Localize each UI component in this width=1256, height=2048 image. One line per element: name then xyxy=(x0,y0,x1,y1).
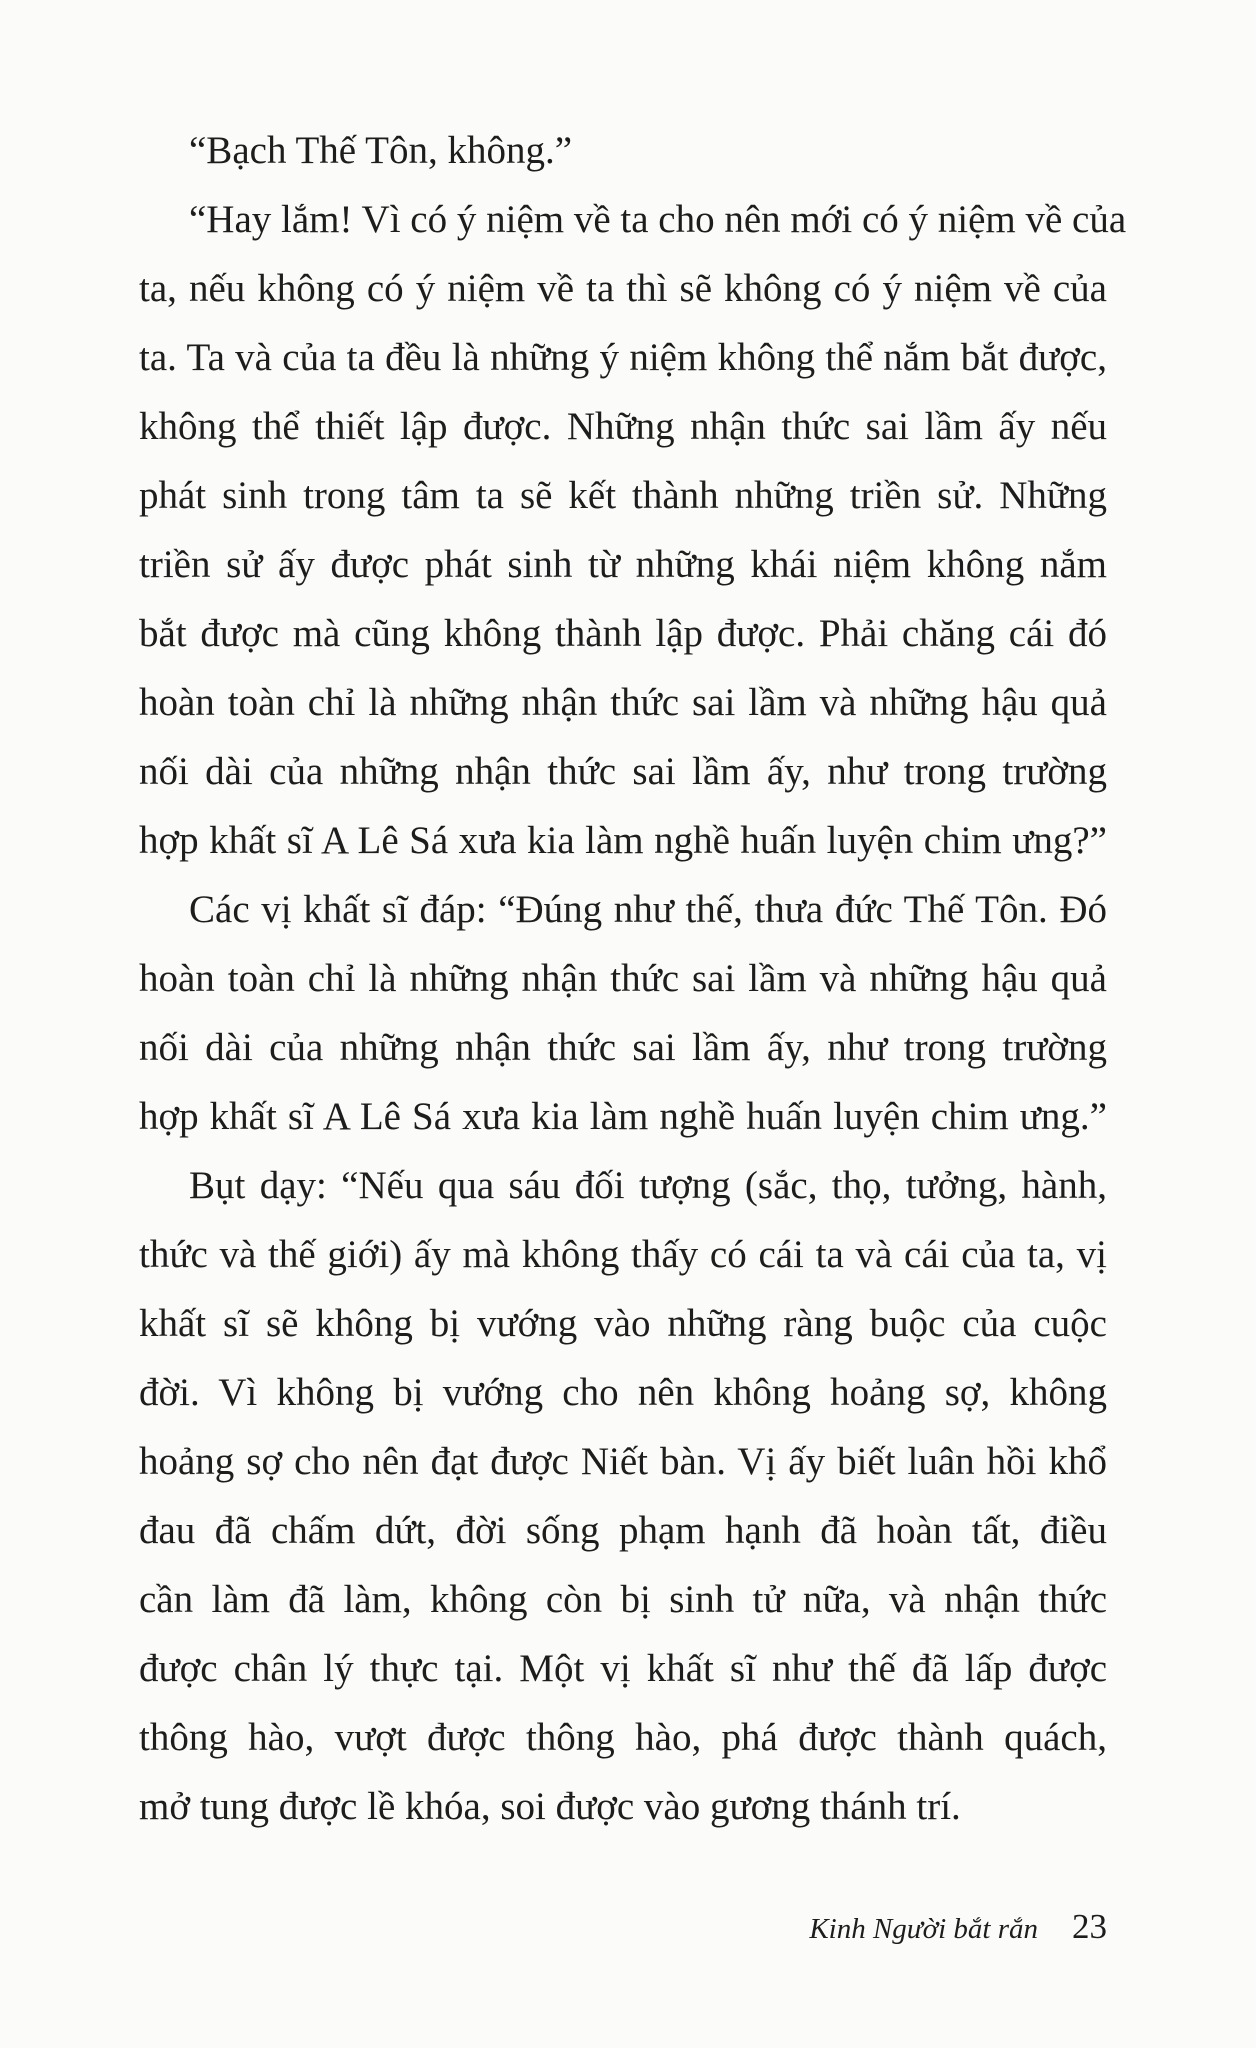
text-line: hoàn toàn chỉ là những nhận thức sai lầm và những hậu quả xyxy=(139,957,1107,1000)
text-line: “Hay lắm! Vì có ý niệm về ta cho nên mới có ý niệm về của xyxy=(189,198,1127,241)
text-line: đời. Vì không bị vướng cho nên không hoảng sợ, không xyxy=(139,1371,1107,1414)
text-line: khất sĩ sẽ không bị vướng vào những ràng buộc của cuộc xyxy=(139,1302,1107,1345)
text-line: ta, nếu không có ý niệm về ta thì sẽ không có ý niệm về của xyxy=(139,267,1107,310)
text-line: ta. Ta và của ta đều là những ý niệm không thể nắm bắt được, xyxy=(139,336,1107,379)
text-line: “Bạch Thế Tôn, không.” xyxy=(189,129,573,172)
text-line: hợp khất sĩ A Lê Sá xưa kia làm nghề huấn luyện chim ưng?” xyxy=(139,819,1107,862)
text-line: nối dài của những nhận thức sai lầm ấy, như trong trường xyxy=(139,1026,1107,1069)
text-line: cần làm đã làm, không còn bị sinh tử nữa, và nhận thức xyxy=(139,1578,1107,1621)
text-line: hợp khất sĩ A Lê Sá xưa kia làm nghề huấn luyện chim ưng.” xyxy=(139,1095,1107,1138)
text-line: được chân lý thực tại. Một vị khất sĩ như thế đã lấp được xyxy=(139,1647,1107,1690)
page-footer xyxy=(809,1907,1107,1947)
text-line: không thể thiết lập được. Những nhận thức sai lầm ấy nếu xyxy=(139,405,1107,448)
text-line: hoảng sợ cho nên đạt được Niết bàn. Vị ấy biết luân hồi khổ xyxy=(139,1440,1107,1483)
text-line: mở tung được lề khóa, soi được vào gương thánh trí. xyxy=(139,1785,961,1828)
text-line: Các vị khất sĩ đáp: “Đúng như thế, thưa đức Thế Tôn. Đó xyxy=(189,888,1107,931)
text-line: phát sinh trong tâm ta sẽ kết thành những triền sử. Những xyxy=(139,474,1107,517)
body-text xyxy=(139,116,1127,1841)
text-line: thức và thế giới) ấy mà không thấy có cái ta và cái của ta, vị xyxy=(139,1233,1107,1276)
text-line: đau đã chấm dứt, đời sống phạm hạnh đã hoàn tất, điều xyxy=(139,1509,1107,1552)
text-line: nối dài của những nhận thức sai lầm ấy, như trong trường xyxy=(139,750,1107,793)
text-line: Bụt dạy: “Nếu qua sáu đối tượng (sắc, thọ, tưởng, hành, xyxy=(189,1164,1107,1207)
text-line: triền sử ấy được phát sinh từ những khái niệm không nắm xyxy=(139,543,1107,586)
text-line: hoàn toàn chỉ là những nhận thức sai lầm và những hậu quả xyxy=(139,681,1107,724)
page-number: 23 xyxy=(1072,1907,1107,1946)
text-line: thông hào, vượt được thông hào, phá được thành quách, xyxy=(139,1716,1107,1759)
running-title: Kinh Người bắt rắn xyxy=(809,1913,1038,1945)
text-line: bắt được mà cũng không thành lập được. Phải chăng cái đó xyxy=(139,612,1107,655)
